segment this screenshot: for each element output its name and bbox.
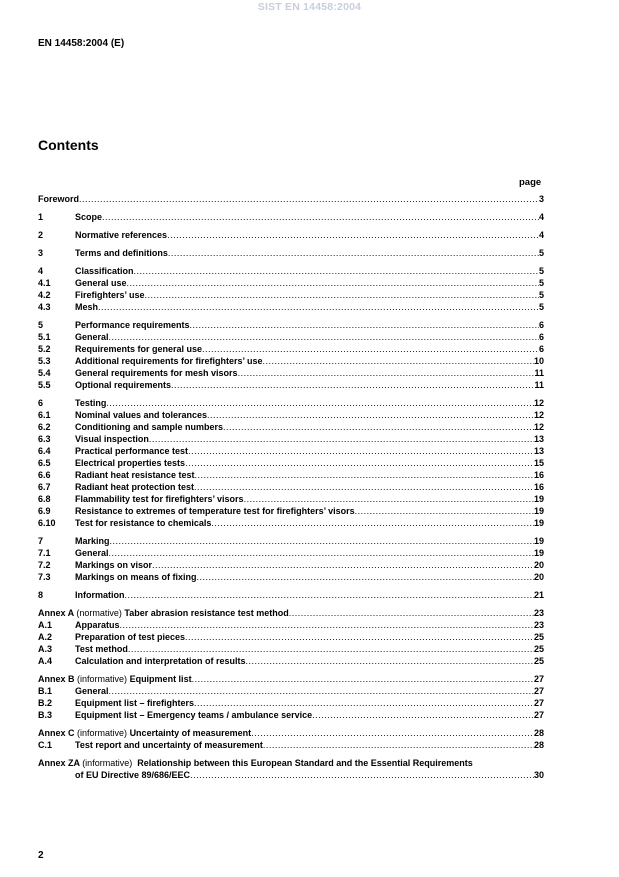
toc-title: Information	[75, 590, 125, 600]
toc-number: 4.2	[38, 290, 51, 300]
toc-title: Foreword	[38, 194, 80, 204]
toc-page: 5	[538, 266, 544, 276]
toc-page: 6	[538, 332, 544, 342]
toc-page: 21	[533, 590, 544, 600]
toc-entry-4-2[interactable]	[38, 289, 544, 301]
toc-number: 3	[38, 248, 44, 258]
toc-title: Calculation and interpretation of results	[75, 656, 246, 666]
annex-kind: (normative)	[76, 608, 122, 618]
toc-page: 19	[533, 518, 544, 528]
toc-title: Requirements for general use	[75, 344, 203, 354]
toc-title: Conditioning and sample numbers	[75, 422, 224, 432]
page-number: 2	[38, 850, 44, 861]
toc-entry-annex-c[interactable]	[38, 727, 544, 739]
toc-page: 5	[538, 302, 544, 312]
toc-entry-6[interactable]	[38, 397, 544, 409]
leader-dots	[223, 421, 534, 433]
leader-dots	[244, 493, 534, 505]
leader-dots	[289, 607, 534, 619]
annex-kind: (informative)	[82, 758, 133, 768]
toc-entry-4-3[interactable]	[38, 301, 544, 313]
toc-entry-annex-za[interactable]	[38, 757, 544, 769]
leader-dots	[185, 631, 534, 643]
toc-page: 30	[533, 770, 544, 780]
toc-title: Terms and definitions	[75, 248, 168, 258]
toc-title: General	[75, 686, 109, 696]
leader-dots	[211, 517, 534, 529]
leader-dots	[168, 247, 539, 259]
toc-page: 28	[533, 740, 544, 750]
toc-entry-7-3[interactable]	[38, 571, 544, 583]
toc-page: 16	[533, 470, 544, 480]
leader-dots	[246, 655, 534, 667]
toc-title-continued: of EU Directive 89/686/EEC	[75, 770, 191, 780]
toc-page: 11	[534, 368, 544, 378]
toc-entry-2[interactable]	[38, 229, 544, 241]
toc-number: 7	[38, 536, 44, 546]
toc-page: 25	[533, 656, 544, 666]
toc-number: 6.9	[38, 506, 51, 516]
toc-number: A.2	[38, 632, 53, 642]
toc-number: 5.2	[38, 344, 51, 354]
annex-label: Annex ZA	[38, 758, 80, 768]
toc-number: 6.10	[38, 518, 56, 528]
toc-title: Firefighters’ use	[75, 290, 145, 300]
toc-page: 20	[533, 560, 544, 570]
toc-entry-b-2[interactable]	[38, 697, 544, 709]
leader-dots	[251, 727, 534, 739]
toc-page: 19	[533, 494, 544, 504]
leader-dots	[145, 289, 539, 301]
toc-number: 1	[38, 212, 44, 222]
toc-number: 7.2	[38, 560, 51, 570]
leader-dots	[202, 343, 539, 355]
toc-entry-6-2[interactable]	[38, 421, 544, 433]
annex-kind: (informative)	[77, 674, 128, 684]
leader-dots	[152, 559, 534, 571]
toc-entry-c-1[interactable]	[38, 739, 544, 751]
toc-title: Optional requirements	[75, 380, 172, 390]
toc-page: 10	[533, 356, 544, 366]
toc-entry-1[interactable]	[38, 211, 544, 223]
leader-dots	[120, 619, 534, 631]
leader-dots	[109, 331, 539, 343]
toc-number: 4.3	[38, 302, 51, 312]
toc-number: 6.2	[38, 422, 51, 432]
toc-entry-a-2[interactable]	[38, 631, 544, 643]
toc-page: 6	[538, 344, 544, 354]
leader-dots	[263, 355, 534, 367]
toc-title: Marking	[75, 536, 110, 546]
toc-page: 4	[538, 230, 544, 240]
toc-page: 5	[538, 278, 544, 288]
leader-dots	[98, 301, 539, 313]
toc-title: Test for resistance to chemicals	[75, 518, 212, 528]
toc-entry-foreword[interactable]	[38, 193, 544, 205]
toc-page: 12	[533, 410, 544, 420]
toc-entry-6-1[interactable]	[38, 409, 544, 421]
toc-entry-5-5[interactable]	[38, 379, 544, 391]
toc-number: A.3	[38, 644, 53, 654]
toc-title	[38, 757, 473, 769]
toc-number: C.1	[38, 740, 53, 750]
leader-dots	[109, 685, 534, 697]
toc-title: Electrical properties tests	[75, 458, 186, 468]
leader-dots	[207, 409, 534, 421]
toc-title: Apparatus	[75, 620, 120, 630]
leader-dots	[188, 445, 534, 457]
toc-entry-3[interactable]	[38, 247, 544, 259]
toc-entry-annex-a[interactable]	[38, 607, 544, 619]
toc-title: General	[75, 332, 109, 342]
leader-dots	[312, 709, 534, 721]
leader-dots	[190, 319, 539, 331]
toc-title: Radiant heat resistance test	[75, 470, 195, 480]
leader-dots	[194, 697, 534, 709]
toc-title: Test report and uncertainty of measurement	[75, 740, 263, 750]
annex-label: Annex B	[38, 674, 75, 684]
toc-title: Radiant heat protection test	[75, 482, 195, 492]
toc-title: Test method	[75, 644, 128, 654]
toc-entry-7-1[interactable]	[38, 547, 544, 559]
leader-dots	[127, 277, 539, 289]
toc-entry-annex-za-continued[interactable]	[38, 769, 544, 781]
toc-page: 27	[533, 674, 544, 684]
toc-number: 6.5	[38, 458, 51, 468]
toc-entry-8[interactable]	[38, 589, 544, 601]
leader-dots	[110, 535, 534, 547]
toc-title: General requirements for mesh visors	[75, 368, 238, 378]
toc-page: 15	[533, 458, 544, 468]
toc-entry-5-3[interactable]	[38, 355, 544, 367]
toc-title: Classification	[75, 266, 134, 276]
toc-number: A.1	[38, 620, 53, 630]
toc-number: 7.1	[38, 548, 51, 558]
toc-title: General use	[75, 278, 127, 288]
toc-number: 5.3	[38, 356, 51, 366]
toc-number: B.2	[38, 698, 53, 708]
leader-dots	[79, 193, 539, 205]
toc-entry-7-2[interactable]	[38, 559, 544, 571]
toc-page: 5	[538, 290, 544, 300]
toc-title: Practical performance test	[75, 446, 189, 456]
annex-title: Taber abrasion resistance test method	[124, 608, 289, 618]
toc-number: 4	[38, 266, 44, 276]
toc-title: Performance requirements	[75, 320, 190, 330]
toc-entry-6-4[interactable]	[38, 445, 544, 457]
annex-kind: (informative)	[77, 728, 128, 738]
toc-page: 12	[533, 398, 544, 408]
toc-title: Flammability test for firefighters’ visors	[75, 494, 244, 504]
toc-number: 5.5	[38, 380, 51, 390]
toc-entry-4-1[interactable]	[38, 277, 544, 289]
toc-number: 6	[38, 398, 44, 408]
toc-entry-a-1[interactable]	[38, 619, 544, 631]
toc-entry-annex-b[interactable]	[38, 673, 544, 685]
toc-title: Normative references	[75, 230, 168, 240]
watermark: SIST EN 14458:2004	[257, 1, 362, 13]
toc-entry-6-3[interactable]	[38, 433, 544, 445]
leader-dots	[125, 589, 534, 601]
page-column-label: page	[519, 177, 542, 188]
leader-dots	[185, 457, 534, 469]
toc-page: 16	[533, 482, 544, 492]
toc-page: 6	[538, 320, 544, 330]
toc-number: 2	[38, 230, 44, 240]
toc-title: Markings on visor	[75, 560, 153, 570]
toc-page: 3	[538, 194, 544, 204]
leader-dots	[197, 571, 534, 583]
toc-entry-6-5[interactable]	[38, 457, 544, 469]
leader-dots	[355, 505, 534, 517]
document-id: EN 14458:2004 (E)	[38, 38, 125, 49]
toc-title: Additional requirements for firefighters’ use	[75, 356, 263, 366]
toc-entry-6-6[interactable]	[38, 469, 544, 481]
toc-page: 20	[533, 572, 544, 582]
leader-dots	[167, 229, 539, 241]
leader-dots	[192, 673, 534, 685]
leader-dots	[263, 739, 534, 751]
toc-page: 25	[533, 632, 544, 642]
leader-dots	[195, 469, 534, 481]
toc-entry-a-4[interactable]	[38, 655, 544, 667]
toc-entry-6-9[interactable]	[38, 505, 544, 517]
leader-dots	[102, 211, 539, 223]
toc-entry-b-1[interactable]	[38, 685, 544, 697]
toc-number: B.1	[38, 686, 53, 696]
toc-number: 6.3	[38, 434, 51, 444]
toc-entry-6-8[interactable]	[38, 493, 544, 505]
leader-dots	[238, 367, 535, 379]
toc-number: 6.6	[38, 470, 51, 480]
toc-entry-6-7[interactable]	[38, 481, 544, 493]
toc-number: 6.1	[38, 410, 51, 420]
toc-number: 4.1	[38, 278, 51, 288]
leader-dots	[134, 265, 539, 277]
toc-title: Visual inspection	[75, 434, 149, 444]
toc-number: 8	[38, 590, 44, 600]
toc-title: Nominal values and tolerances	[75, 410, 208, 420]
toc-entry-5-1[interactable]	[38, 331, 544, 343]
toc-page: 23	[533, 620, 544, 630]
contents-title: Contents	[38, 137, 99, 153]
toc-title: Markings on means of fixing	[75, 572, 197, 582]
toc-entry-7[interactable]	[38, 535, 544, 547]
leader-dots	[149, 433, 534, 445]
annex-title: Equipment list	[129, 674, 192, 684]
toc-page: 27	[533, 698, 544, 708]
toc-entry-5[interactable]	[38, 319, 544, 331]
toc-title: General	[75, 548, 109, 558]
toc-title: Scope	[75, 212, 103, 222]
toc-page: 5	[538, 248, 544, 258]
toc-title: Equipment list – Emergency teams / ambulance service	[75, 710, 313, 720]
toc-entry-b-3[interactable]	[38, 709, 544, 721]
leader-dots	[190, 769, 534, 781]
annex-title: Relationship between this European Standard and the Essential Requirements	[137, 758, 473, 768]
toc-page: 11	[534, 380, 544, 390]
annex-label: Annex A	[38, 608, 74, 618]
toc-page: 25	[533, 644, 544, 654]
toc-page: 12	[533, 422, 544, 432]
toc-number: B.3	[38, 710, 53, 720]
toc-page: 19	[533, 548, 544, 558]
toc-page: 27	[533, 686, 544, 696]
toc-number: A.4	[38, 656, 53, 666]
toc-entry-4[interactable]	[38, 265, 544, 277]
toc-number: 5.4	[38, 368, 51, 378]
toc-title: Equipment list – firefighters	[75, 698, 195, 708]
annex-title: Uncertainty of measurement	[129, 728, 252, 738]
toc-entry-a-3[interactable]	[38, 643, 544, 655]
toc-title	[38, 607, 289, 619]
leader-dots	[171, 379, 534, 391]
toc-page: 19	[533, 536, 544, 546]
toc-number: 5	[38, 320, 44, 330]
leader-dots	[109, 547, 534, 559]
toc-page: 4	[538, 212, 544, 222]
toc-number: 6.7	[38, 482, 51, 492]
toc-title: Testing	[75, 398, 107, 408]
toc-page: 13	[533, 434, 544, 444]
toc-page: 23	[533, 608, 544, 618]
toc-number: 6.8	[38, 494, 51, 504]
toc-page: 27	[533, 710, 544, 720]
leader-dots	[194, 481, 534, 493]
annex-label: Annex C	[38, 728, 75, 738]
toc-title: Mesh	[75, 302, 99, 312]
table-of-contents	[38, 193, 544, 781]
toc-title: Resistance to extremes of temperature test for firefighters’ visors	[75, 506, 355, 516]
toc-title	[38, 673, 192, 685]
toc-page: 19	[533, 506, 544, 516]
toc-number: 6.4	[38, 446, 51, 456]
leader-dots	[128, 643, 534, 655]
toc-number: 7.3	[38, 572, 51, 582]
toc-page: 13	[533, 446, 544, 456]
toc-title	[38, 727, 251, 739]
toc-entry-5-2[interactable]	[38, 343, 544, 355]
toc-number: 5.1	[38, 332, 51, 342]
toc-title: Preparation of test pieces	[75, 632, 186, 642]
toc-entry-6-10[interactable]	[38, 517, 544, 529]
toc-entry-5-4[interactable]	[38, 367, 544, 379]
toc-page: 28	[533, 728, 544, 738]
leader-dots	[106, 397, 534, 409]
